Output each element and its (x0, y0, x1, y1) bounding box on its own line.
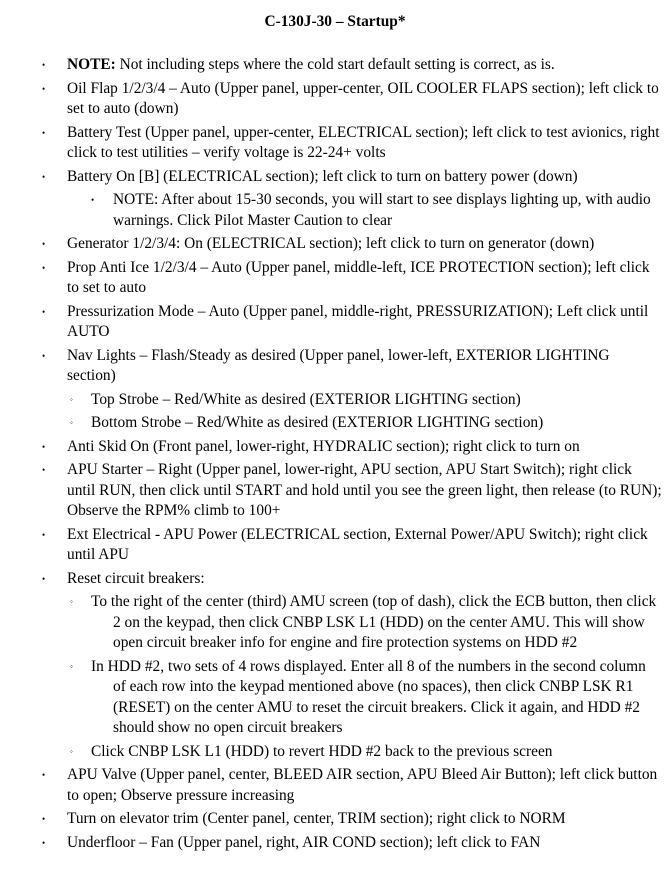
bullet-icon: • (42, 350, 46, 361)
bullet-icon: • (42, 529, 46, 540)
list-item-text: Reset circuit breakers: (67, 569, 205, 587)
circle-bullet-icon: ◦ (70, 597, 73, 606)
list-item-text: Battery On [B] (ELECTRICAL section); left click to turn on battery power (down) (67, 167, 578, 185)
list-item-text: Anti Skid On (Front panel, lower-right, HYDRALIC section); right click to turn on (67, 437, 580, 455)
list-item-oil-flap (0, 79, 670, 120)
list-item-text: In HDD #2, two sets of 4 rows displayed. Enter all 8 of the numbers in the second column of each row into the keypad mentioned above (no spaces), then click CNBP LSK R1 (RESET) on the center AMU to reset the circuit breakers. Click it again, and HDD #2 should show no open circuit breakers (91, 657, 646, 736)
list-item-generator (0, 234, 670, 255)
list-item-text: Oil Flap 1/2/3/4 – Auto (Upper panel, upper-center, OIL COOLER FLAPS section); left click to set to auto (down) (67, 79, 659, 117)
bullet-icon: • (42, 83, 46, 94)
circle-bullet-icon: ◦ (70, 418, 73, 427)
bullet-icon: • (42, 239, 46, 249)
list-item-text: To the right of the center (third) AMU screen (top of dash), click the ECB button, then click 2 on the keypad, then click CNBP LSK L1 (HDD) on the center AMU. This will show open circuit breaker info for engine and fire protection systems on HDD #2 (91, 593, 657, 651)
list-item-apu-valve (0, 765, 670, 806)
list-item-reset-breakers (0, 569, 670, 590)
list-item-battery-test (0, 123, 670, 164)
circle-bullet-icon: ◦ (70, 746, 73, 756)
list-item-text: APU Starter – Right (Upper panel, lower-right, APU section, APU Start Switch); right click until RUN, then click until START and hold until you see the green light, then release (to RUN); Observe the RPM% climb to 100+ (67, 461, 662, 519)
list-item-text: Not including steps where the cold start default setting is correct, as is. (115, 56, 555, 73)
sub-item-revert-hdd (0, 742, 670, 763)
list-item-pressurization (0, 302, 670, 343)
document-title: C-130J-30 – Startup* (264, 13, 406, 30)
bullet-icon: • (42, 262, 46, 273)
list-item-text: Generator 1/2/3/4: On (ELECTRICAL section); left click to turn on generator (down) (67, 235, 595, 252)
list-item-ext-electrical (0, 525, 670, 566)
bullet-icon: • (42, 465, 46, 475)
list-item-anti-skid (0, 437, 670, 458)
list-item-text: Click CNBP LSK L1 (HDD) to revert HDD #2 back to the previous screen (91, 742, 553, 760)
bullet-icon: • (42, 171, 46, 182)
bullet-icon: • (42, 127, 46, 138)
list-item-battery-on (0, 167, 670, 188)
bullet-icon: • (42, 770, 46, 780)
list-item-text: NOTE: After about 15-30 seconds, you will start to see displays lighting up, with audio warnings. Click Pilot Master Caution to clear (113, 191, 651, 229)
list-item-text: APU Valve (Upper panel, center, BLEED AIR section, APU Bleed Air Button); left click button to open; Observe pressure increasing (67, 766, 658, 804)
sub-item-hdd-entry (0, 657, 670, 739)
startup-steps-list (0, 55, 670, 856)
list-item-text: Prop Anti Ice 1/2/3/4 – Auto (Upper panel, middle-left, ICE PROTECTION section); left click to set to auto (67, 258, 650, 296)
list-item-apu-starter (0, 460, 670, 522)
sub-item-ecb-button (0, 592, 670, 654)
list-item-text: Turn on elevator trim (Center panel, center, TRIM section); right click to NORM (67, 810, 566, 827)
bullet-icon: • (42, 60, 46, 70)
bullet-icon: • (91, 195, 95, 205)
list-item-text: Underfloor – Fan (Upper panel, right, AIR COND section); left click to FAN (67, 833, 541, 851)
list-item-note (0, 55, 670, 76)
list-item-nav-lights (0, 346, 670, 387)
note-label: NOTE: (67, 56, 116, 73)
list-item-text: Top Strobe – Red/White as desired (EXTERIOR LIGHTING section) (91, 390, 521, 408)
bullet-icon: • (42, 306, 46, 317)
bullet-icon: • (42, 441, 46, 452)
list-item-text: Pressurization Mode – Auto (Upper panel, middle-right, PRESSURIZATION); Left click until AUTO (67, 302, 649, 340)
list-item-text: Ext Electrical - APU Power (ELECTRICAL section, External Power/APU Switch); right click until APU (67, 525, 648, 563)
list-item-elevator-trim (0, 809, 670, 830)
bullet-icon: • (42, 837, 46, 848)
list-item-underfloor (0, 833, 670, 854)
sub-item-bottom-strobe (0, 413, 670, 434)
list-item-text: Nav Lights – Flash/Steady as desired (Upper panel, lower-left, EXTERIOR LIGHTING section) (67, 346, 610, 384)
list-item-text: Battery Test (Upper panel, upper-center, ELECTRICAL section); left click to test avionics, right click to test utilities – verify voltage is 22-24+ volts (67, 123, 660, 161)
bullet-icon: • (42, 814, 46, 824)
sub-item-display-note (0, 190, 670, 231)
list-item-prop-anti-ice (0, 258, 670, 299)
list-item-text: Bottom Strobe – Red/White as desired (EXTERIOR LIGHTING section) (91, 414, 544, 431)
circle-bullet-icon: ◦ (70, 394, 73, 404)
circle-bullet-icon: ◦ (70, 661, 73, 671)
bullet-icon: • (42, 573, 46, 584)
sub-item-top-strobe (0, 390, 670, 411)
